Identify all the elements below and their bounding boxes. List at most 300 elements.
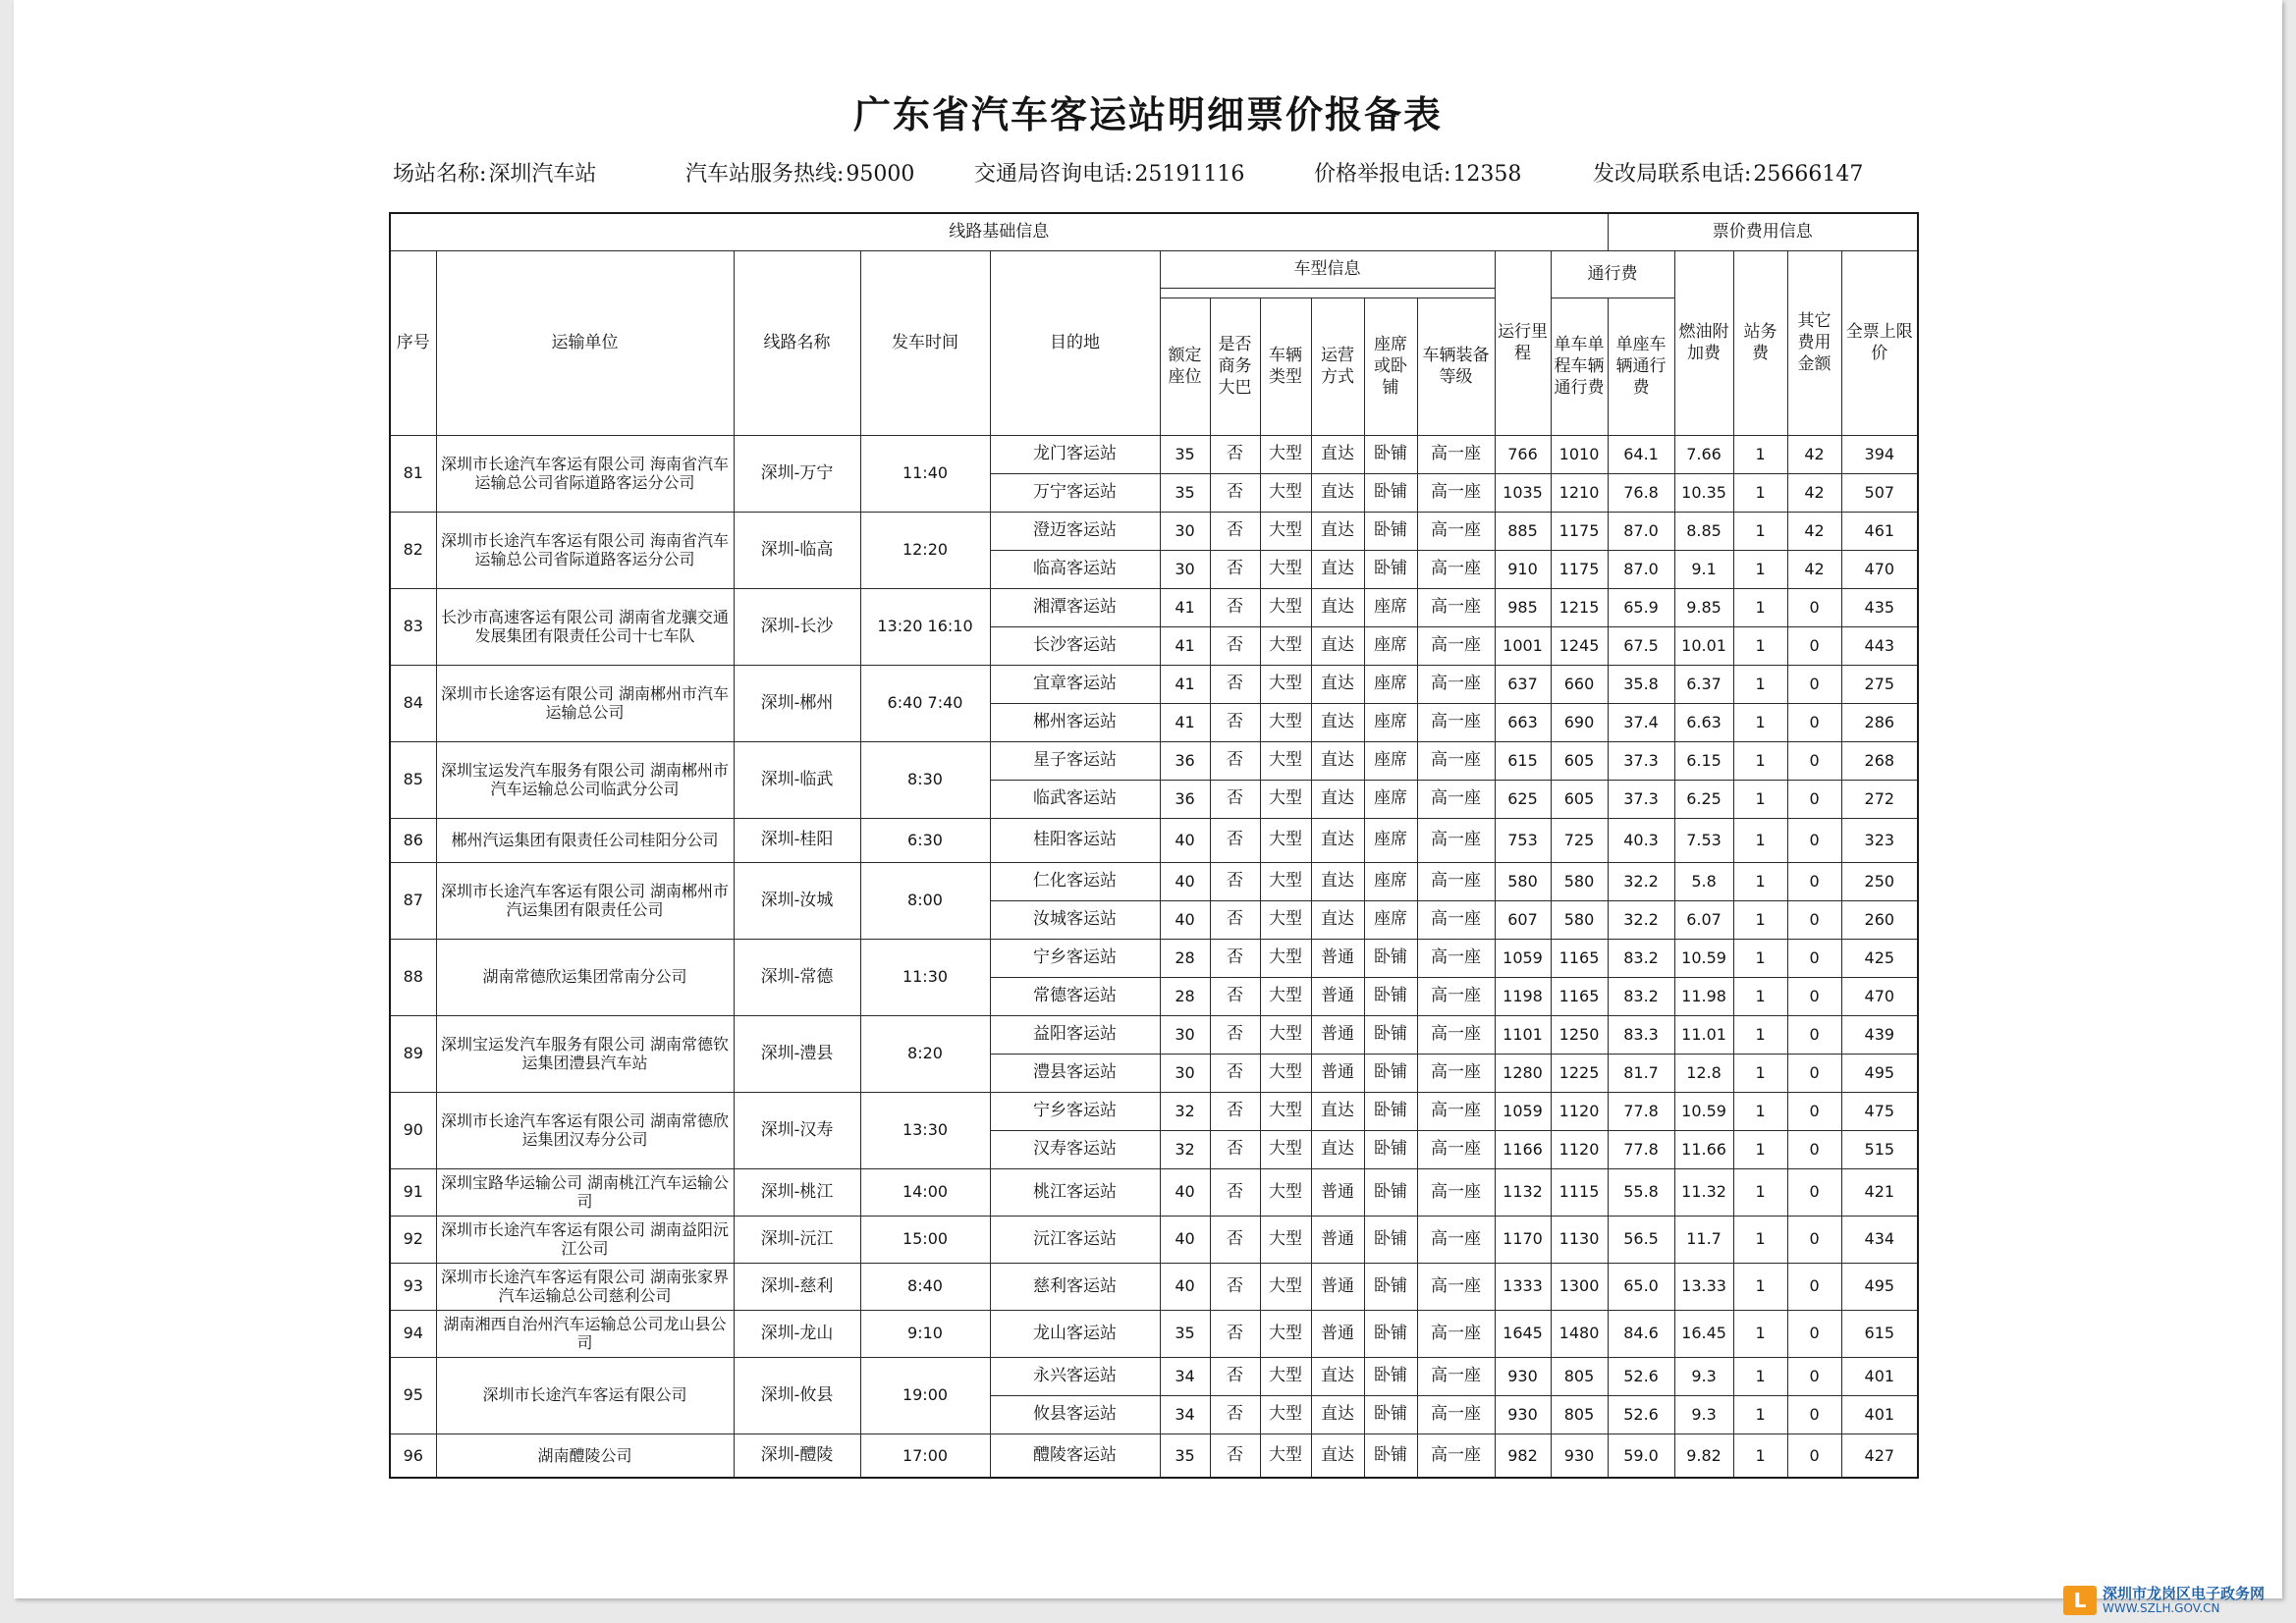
table-row (390, 1310, 1918, 1357)
vtype-cell: 大型 (1260, 588, 1311, 626)
mode-cell: 直达 (1311, 1092, 1364, 1130)
grade-cell: 高一座 (1417, 665, 1495, 703)
mode-cell: 直达 (1311, 1395, 1364, 1434)
cap-cell: 495 (1841, 1263, 1918, 1310)
mileage-cell: 1035 (1495, 473, 1551, 512)
fuel-cell: 6.63 (1674, 703, 1733, 741)
route-cell: 深圳-郴州 (734, 665, 860, 741)
dest-cell: 万宁客运站 (990, 473, 1160, 512)
other-fee-cell: 0 (1787, 1168, 1841, 1216)
business-cell: 否 (1210, 939, 1260, 977)
meta-station: 场站名称:深圳汽车站 (393, 162, 597, 187)
mode-cell: 普通 (1311, 1015, 1364, 1054)
cap-cell: 421 (1841, 1168, 1918, 1216)
toll-seat-cell: 64.1 (1608, 435, 1674, 473)
depart-time-cell: 8:20 (860, 1015, 990, 1092)
company-cell: 深圳宝运发汽车服务有限公司 湖南郴州市汽车运输总公司临武分公司 (436, 741, 734, 818)
seats-cell: 32 (1160, 1092, 1210, 1130)
vtype-cell: 大型 (1260, 1168, 1311, 1216)
business-cell: 否 (1210, 1015, 1260, 1054)
depart-time-cell: 19:00 (860, 1357, 990, 1434)
station-fee-cell: 1 (1733, 665, 1787, 703)
mileage-cell: 910 (1495, 550, 1551, 588)
mileage-cell: 607 (1495, 900, 1551, 939)
other-fee-cell: 0 (1787, 1216, 1841, 1263)
route-cell: 深圳-桃江 (734, 1168, 860, 1216)
header-berth: 座席或卧铺 (1364, 298, 1417, 435)
seq-cell: 82 (390, 512, 436, 588)
seq-cell: 89 (390, 1015, 436, 1092)
table-row (390, 435, 1918, 473)
mileage-cell: 885 (1495, 512, 1551, 550)
dest-cell: 永兴客运站 (990, 1357, 1160, 1395)
fuel-cell: 7.53 (1674, 818, 1733, 862)
toll-vehicle-cell: 580 (1551, 900, 1608, 939)
dest-cell: 仁化客运站 (990, 862, 1160, 900)
berth-cell: 卧铺 (1364, 1015, 1417, 1054)
mileage-cell: 1333 (1495, 1263, 1551, 1310)
dest-cell: 慈利客运站 (990, 1263, 1160, 1310)
depart-time-cell: 15:00 (860, 1216, 990, 1263)
vtype-cell: 大型 (1260, 900, 1311, 939)
station-fee-cell: 1 (1733, 862, 1787, 900)
grade-cell: 高一座 (1417, 588, 1495, 626)
header-grade: 车辆装备等级 (1417, 298, 1495, 435)
cap-cell: 475 (1841, 1092, 1918, 1130)
mode-cell: 直达 (1311, 550, 1364, 588)
grade-cell: 高一座 (1417, 1054, 1495, 1092)
header-line-info: 线路基础信息 (390, 213, 1608, 250)
depart-time-cell: 8:30 (860, 741, 990, 818)
mileage-cell: 1059 (1495, 939, 1551, 977)
station-fee-cell: 1 (1733, 550, 1787, 588)
depart-time-cell: 13:20 16:10 (860, 588, 990, 665)
seats-cell: 35 (1160, 435, 1210, 473)
route-cell: 深圳-沅江 (734, 1216, 860, 1263)
station-fee-cell: 1 (1733, 1263, 1787, 1310)
seq-cell: 87 (390, 862, 436, 939)
route-cell: 深圳-汉寿 (734, 1092, 860, 1168)
fuel-cell: 8.85 (1674, 512, 1733, 550)
seq-cell: 95 (390, 1357, 436, 1434)
toll-vehicle-cell: 1175 (1551, 550, 1608, 588)
mileage-cell: 1280 (1495, 1054, 1551, 1092)
grade-cell: 高一座 (1417, 862, 1495, 900)
business-cell: 否 (1210, 626, 1260, 665)
toll-vehicle-cell: 1210 (1551, 473, 1608, 512)
toll-vehicle-cell: 690 (1551, 703, 1608, 741)
dest-cell: 宁乡客运站 (990, 1092, 1160, 1130)
business-cell: 否 (1210, 1216, 1260, 1263)
station-fee-cell: 1 (1733, 1015, 1787, 1054)
toll-seat-cell: 35.8 (1608, 665, 1674, 703)
mode-cell: 直达 (1311, 900, 1364, 939)
vtype-cell: 大型 (1260, 435, 1311, 473)
company-cell: 深圳市长途汽车客运有限公司 湖南郴州市汽运集团有限责任公司 (436, 862, 734, 939)
berth-cell: 座席 (1364, 818, 1417, 862)
mode-cell: 直达 (1311, 512, 1364, 550)
business-cell: 否 (1210, 473, 1260, 512)
cap-cell: 461 (1841, 512, 1918, 550)
grade-cell: 高一座 (1417, 473, 1495, 512)
business-cell: 否 (1210, 1168, 1260, 1216)
toll-seat-cell: 83.3 (1608, 1015, 1674, 1054)
grade-cell: 高一座 (1417, 550, 1495, 588)
toll-vehicle-cell: 1480 (1551, 1310, 1608, 1357)
toll-vehicle-cell: 1165 (1551, 939, 1608, 977)
dest-cell: 湘潭客运站 (990, 588, 1160, 626)
fuel-cell: 10.59 (1674, 1092, 1733, 1130)
berth-cell: 卧铺 (1364, 1434, 1417, 1478)
mileage-cell: 1645 (1495, 1310, 1551, 1357)
fuel-cell: 10.35 (1674, 473, 1733, 512)
dest-cell: 攸县客运站 (990, 1395, 1160, 1434)
berth-cell: 卧铺 (1364, 1395, 1417, 1434)
dest-cell: 醴陵客运站 (990, 1434, 1160, 1478)
dest-cell: 常德客运站 (990, 977, 1160, 1015)
other-fee-cell: 0 (1787, 900, 1841, 939)
other-fee-cell: 0 (1787, 1357, 1841, 1395)
depart-time-cell: 11:40 (860, 435, 990, 512)
seats-cell: 40 (1160, 1263, 1210, 1310)
seats-cell: 35 (1160, 1434, 1210, 1478)
business-cell: 否 (1210, 818, 1260, 862)
grade-cell: 高一座 (1417, 1434, 1495, 1478)
toll-vehicle-cell: 1115 (1551, 1168, 1608, 1216)
fuel-cell: 6.25 (1674, 780, 1733, 818)
route-cell: 深圳-醴陵 (734, 1434, 860, 1478)
route-cell: 深圳-常德 (734, 939, 860, 1015)
cap-cell: 425 (1841, 939, 1918, 977)
toll-seat-cell: 37.4 (1608, 703, 1674, 741)
toll-vehicle-cell: 1250 (1551, 1015, 1608, 1054)
mode-cell: 直达 (1311, 1357, 1364, 1395)
grade-cell: 高一座 (1417, 1263, 1495, 1310)
grade-cell: 高一座 (1417, 1310, 1495, 1357)
table-row (390, 1015, 1918, 1054)
other-fee-cell: 0 (1787, 741, 1841, 780)
fuel-cell: 9.3 (1674, 1357, 1733, 1395)
mode-cell: 普通 (1311, 1310, 1364, 1357)
vtype-cell: 大型 (1260, 1357, 1311, 1395)
dest-cell: 临武客运站 (990, 780, 1160, 818)
route-cell: 深圳-桂阳 (734, 818, 860, 862)
dest-cell: 龙山客运站 (990, 1310, 1160, 1357)
fuel-cell: 13.33 (1674, 1263, 1733, 1310)
station-fee-cell: 1 (1733, 435, 1787, 473)
mileage-cell: 1059 (1495, 1092, 1551, 1130)
seats-cell: 40 (1160, 818, 1210, 862)
other-fee-cell: 0 (1787, 1130, 1841, 1168)
route-cell: 深圳-万宁 (734, 435, 860, 512)
fuel-cell: 11.98 (1674, 977, 1733, 1015)
grade-cell: 高一座 (1417, 818, 1495, 862)
fuel-cell: 6.15 (1674, 741, 1733, 780)
route-cell: 深圳-临武 (734, 741, 860, 818)
cap-cell: 401 (1841, 1395, 1918, 1434)
toll-vehicle-cell: 1010 (1551, 435, 1608, 473)
header-vtype: 车辆类型 (1260, 298, 1311, 435)
dest-cell: 澄迈客运站 (990, 512, 1160, 550)
mileage-cell: 930 (1495, 1357, 1551, 1395)
fuel-cell: 9.1 (1674, 550, 1733, 588)
toll-vehicle-cell: 1215 (1551, 588, 1608, 626)
meta-transport-phone: 交通局咨询电话:25191116 (974, 162, 1245, 187)
company-cell: 深圳市长途汽车客运有限公司 (436, 1357, 734, 1434)
mileage-cell: 637 (1495, 665, 1551, 703)
seats-cell: 30 (1160, 512, 1210, 550)
business-cell: 否 (1210, 1434, 1260, 1478)
seats-cell: 30 (1160, 1015, 1210, 1054)
site-logo (2063, 1586, 2265, 1615)
station-fee-cell: 1 (1733, 1216, 1787, 1263)
seats-cell: 41 (1160, 588, 1210, 626)
cap-cell: 323 (1841, 818, 1918, 862)
business-cell: 否 (1210, 703, 1260, 741)
dest-cell: 长沙客运站 (990, 626, 1160, 665)
toll-vehicle-cell: 1225 (1551, 1054, 1608, 1092)
mode-cell: 普通 (1311, 939, 1364, 977)
route-cell: 深圳-攸县 (734, 1357, 860, 1434)
seq-cell: 81 (390, 435, 436, 512)
vtype-cell: 大型 (1260, 977, 1311, 1015)
cap-cell: 495 (1841, 1054, 1918, 1092)
seats-cell: 35 (1160, 473, 1210, 512)
business-cell: 否 (1210, 1263, 1260, 1310)
fuel-cell: 9.3 (1674, 1395, 1733, 1434)
table-row (390, 1216, 1918, 1263)
mode-cell: 直达 (1311, 741, 1364, 780)
table-row (390, 665, 1918, 703)
company-cell: 湖南湘西自治州汽车运输总公司龙山县公司 (436, 1310, 734, 1357)
seats-cell: 36 (1160, 780, 1210, 818)
seats-cell: 30 (1160, 1054, 1210, 1092)
header-business: 是否商务大巴 (1210, 298, 1260, 435)
vtype-cell: 大型 (1260, 1015, 1311, 1054)
dest-cell: 星子客运站 (990, 741, 1160, 780)
vtype-cell: 大型 (1260, 1054, 1311, 1092)
header-depart: 发车时间 (860, 250, 990, 435)
toll-seat-cell: 40.3 (1608, 818, 1674, 862)
mileage-cell: 625 (1495, 780, 1551, 818)
toll-seat-cell: 65.9 (1608, 588, 1674, 626)
station-fee-cell: 1 (1733, 1168, 1787, 1216)
company-cell: 深圳市长途汽车客运有限公司 湖南常德欣运集团汉寿分公司 (436, 1092, 734, 1168)
logo-name: 深圳市龙岗区电子政务网 (2102, 1584, 2265, 1602)
cap-cell: 286 (1841, 703, 1918, 741)
grade-cell: 高一座 (1417, 512, 1495, 550)
route-cell: 深圳-临高 (734, 512, 860, 588)
toll-vehicle-cell: 1175 (1551, 512, 1608, 550)
seq-cell: 94 (390, 1310, 436, 1357)
company-cell: 深圳市长途汽车客运有限公司 海南省汽车运输总公司省际道路客运分公司 (436, 435, 734, 512)
cap-cell: 615 (1841, 1310, 1918, 1357)
fare-table-body (390, 435, 1918, 1478)
table-row (390, 1434, 1918, 1478)
company-cell: 深圳宝路华运输公司 湖南桃江汽车运输公司 (436, 1168, 734, 1216)
fuel-cell: 9.85 (1674, 588, 1733, 626)
berth-cell: 卧铺 (1364, 435, 1417, 473)
toll-vehicle-cell: 605 (1551, 780, 1608, 818)
mode-cell: 直达 (1311, 665, 1364, 703)
fuel-cell: 10.59 (1674, 939, 1733, 977)
berth-cell: 座席 (1364, 665, 1417, 703)
mileage-cell: 982 (1495, 1434, 1551, 1478)
grade-cell: 高一座 (1417, 1130, 1495, 1168)
mileage-cell: 1132 (1495, 1168, 1551, 1216)
business-cell: 否 (1210, 1357, 1260, 1395)
fuel-cell: 16.45 (1674, 1310, 1733, 1357)
mileage-cell: 766 (1495, 435, 1551, 473)
vtype-cell: 大型 (1260, 1216, 1311, 1263)
header-other-fee: 其它费用金额 (1787, 250, 1841, 435)
toll-seat-cell: 32.2 (1608, 862, 1674, 900)
berth-cell: 座席 (1364, 588, 1417, 626)
meta-reform-phone: 发改局联系电话:25666147 (1593, 162, 1864, 187)
fuel-cell: 12.8 (1674, 1054, 1733, 1092)
grade-cell: 高一座 (1417, 703, 1495, 741)
seats-cell: 34 (1160, 1395, 1210, 1434)
toll-vehicle-cell: 660 (1551, 665, 1608, 703)
other-fee-cell: 0 (1787, 977, 1841, 1015)
station-fee-cell: 1 (1733, 1357, 1787, 1395)
other-fee-cell: 42 (1787, 435, 1841, 473)
business-cell: 否 (1210, 512, 1260, 550)
toll-vehicle-cell: 725 (1551, 818, 1608, 862)
berth-cell: 卧铺 (1364, 1168, 1417, 1216)
berth-cell: 卧铺 (1364, 1216, 1417, 1263)
mode-cell: 普通 (1311, 1263, 1364, 1310)
seq-cell: 84 (390, 665, 436, 741)
seq-cell: 93 (390, 1263, 436, 1310)
other-fee-cell: 0 (1787, 588, 1841, 626)
seats-cell: 41 (1160, 703, 1210, 741)
business-cell: 否 (1210, 741, 1260, 780)
business-cell: 否 (1210, 977, 1260, 1015)
table-row (390, 1168, 1918, 1216)
header-dest: 目的地 (990, 250, 1160, 435)
mode-cell: 普通 (1311, 1054, 1364, 1092)
business-cell: 否 (1210, 1054, 1260, 1092)
berth-cell: 卧铺 (1364, 1130, 1417, 1168)
berth-cell: 卧铺 (1364, 1263, 1417, 1310)
header-company: 运输单位 (436, 250, 734, 435)
other-fee-cell: 0 (1787, 939, 1841, 977)
vtype-cell: 大型 (1260, 665, 1311, 703)
berth-cell: 卧铺 (1364, 977, 1417, 1015)
berth-cell: 座席 (1364, 780, 1417, 818)
other-fee-cell: 42 (1787, 473, 1841, 512)
seats-cell: 41 (1160, 665, 1210, 703)
station-fee-cell: 1 (1733, 1434, 1787, 1478)
mileage-cell: 1170 (1495, 1216, 1551, 1263)
seats-cell: 36 (1160, 741, 1210, 780)
toll-seat-cell: 84.6 (1608, 1310, 1674, 1357)
table-row (390, 1092, 1918, 1130)
vtype-cell: 大型 (1260, 780, 1311, 818)
grade-cell: 高一座 (1417, 1015, 1495, 1054)
berth-cell: 卧铺 (1364, 1357, 1417, 1395)
grade-cell: 高一座 (1417, 626, 1495, 665)
business-cell: 否 (1210, 1310, 1260, 1357)
grade-cell: 高一座 (1417, 939, 1495, 977)
toll-vehicle-cell: 805 (1551, 1357, 1608, 1395)
table-row (390, 588, 1918, 626)
station-fee-cell: 1 (1733, 1310, 1787, 1357)
depart-time-cell: 13:30 (860, 1092, 990, 1168)
cap-cell: 439 (1841, 1015, 1918, 1054)
cap-cell: 470 (1841, 550, 1918, 588)
header-cap: 全票上限价 (1841, 250, 1918, 435)
toll-seat-cell: 76.8 (1608, 473, 1674, 512)
toll-seat-cell: 37.3 (1608, 780, 1674, 818)
vtype-cell: 大型 (1260, 862, 1311, 900)
cap-cell: 507 (1841, 473, 1918, 512)
other-fee-cell: 0 (1787, 862, 1841, 900)
header-station-fee: 站务费 (1733, 250, 1787, 435)
berth-cell: 卧铺 (1364, 550, 1417, 588)
other-fee-cell: 42 (1787, 512, 1841, 550)
berth-cell: 卧铺 (1364, 512, 1417, 550)
fuel-cell: 5.8 (1674, 862, 1733, 900)
fuel-cell: 11.66 (1674, 1130, 1733, 1168)
mode-cell: 普通 (1311, 977, 1364, 1015)
other-fee-cell: 0 (1787, 665, 1841, 703)
other-fee-cell: 42 (1787, 550, 1841, 588)
berth-cell: 卧铺 (1364, 939, 1417, 977)
header-fee-info: 票价费用信息 (1608, 213, 1918, 250)
header-toll: 通行费 (1551, 250, 1674, 298)
berth-cell: 座席 (1364, 900, 1417, 939)
dest-cell: 益阳客运站 (990, 1015, 1160, 1054)
grade-cell: 高一座 (1417, 1216, 1495, 1263)
berth-cell: 座席 (1364, 626, 1417, 665)
vtype-cell: 大型 (1260, 1310, 1311, 1357)
header-toll-vehicle: 单车单程车辆通行费 (1551, 298, 1608, 435)
station-fee-cell: 1 (1733, 1092, 1787, 1130)
cap-cell: 260 (1841, 900, 1918, 939)
dest-cell: 桂阳客运站 (990, 818, 1160, 862)
seq-cell: 85 (390, 741, 436, 818)
vtype-cell: 大型 (1260, 1434, 1311, 1478)
toll-seat-cell: 83.2 (1608, 977, 1674, 1015)
seats-cell: 35 (1160, 1310, 1210, 1357)
header-mode: 运营方式 (1311, 298, 1364, 435)
mileage-cell: 1198 (1495, 977, 1551, 1015)
meta-hotline: 汽车站服务热线:95000 (685, 162, 915, 187)
station-fee-cell: 1 (1733, 1054, 1787, 1092)
depart-time-cell: 14:00 (860, 1168, 990, 1216)
station-fee-cell: 1 (1733, 818, 1787, 862)
table-row (390, 862, 1918, 900)
mileage-cell: 985 (1495, 588, 1551, 626)
vtype-cell: 大型 (1260, 741, 1311, 780)
toll-seat-cell: 77.8 (1608, 1130, 1674, 1168)
vtype-cell: 大型 (1260, 626, 1311, 665)
seats-cell: 34 (1160, 1357, 1210, 1395)
toll-vehicle-cell: 1300 (1551, 1263, 1608, 1310)
cap-cell: 515 (1841, 1130, 1918, 1168)
seq-cell: 88 (390, 939, 436, 1015)
station-fee-cell: 1 (1733, 626, 1787, 665)
mode-cell: 直达 (1311, 626, 1364, 665)
mode-cell: 直达 (1311, 435, 1364, 473)
toll-vehicle-cell: 1120 (1551, 1092, 1608, 1130)
route-cell: 深圳-长沙 (734, 588, 860, 665)
berth-cell: 卧铺 (1364, 1092, 1417, 1130)
vtype-cell: 大型 (1260, 1130, 1311, 1168)
company-cell: 湖南醴陵公司 (436, 1434, 734, 1478)
